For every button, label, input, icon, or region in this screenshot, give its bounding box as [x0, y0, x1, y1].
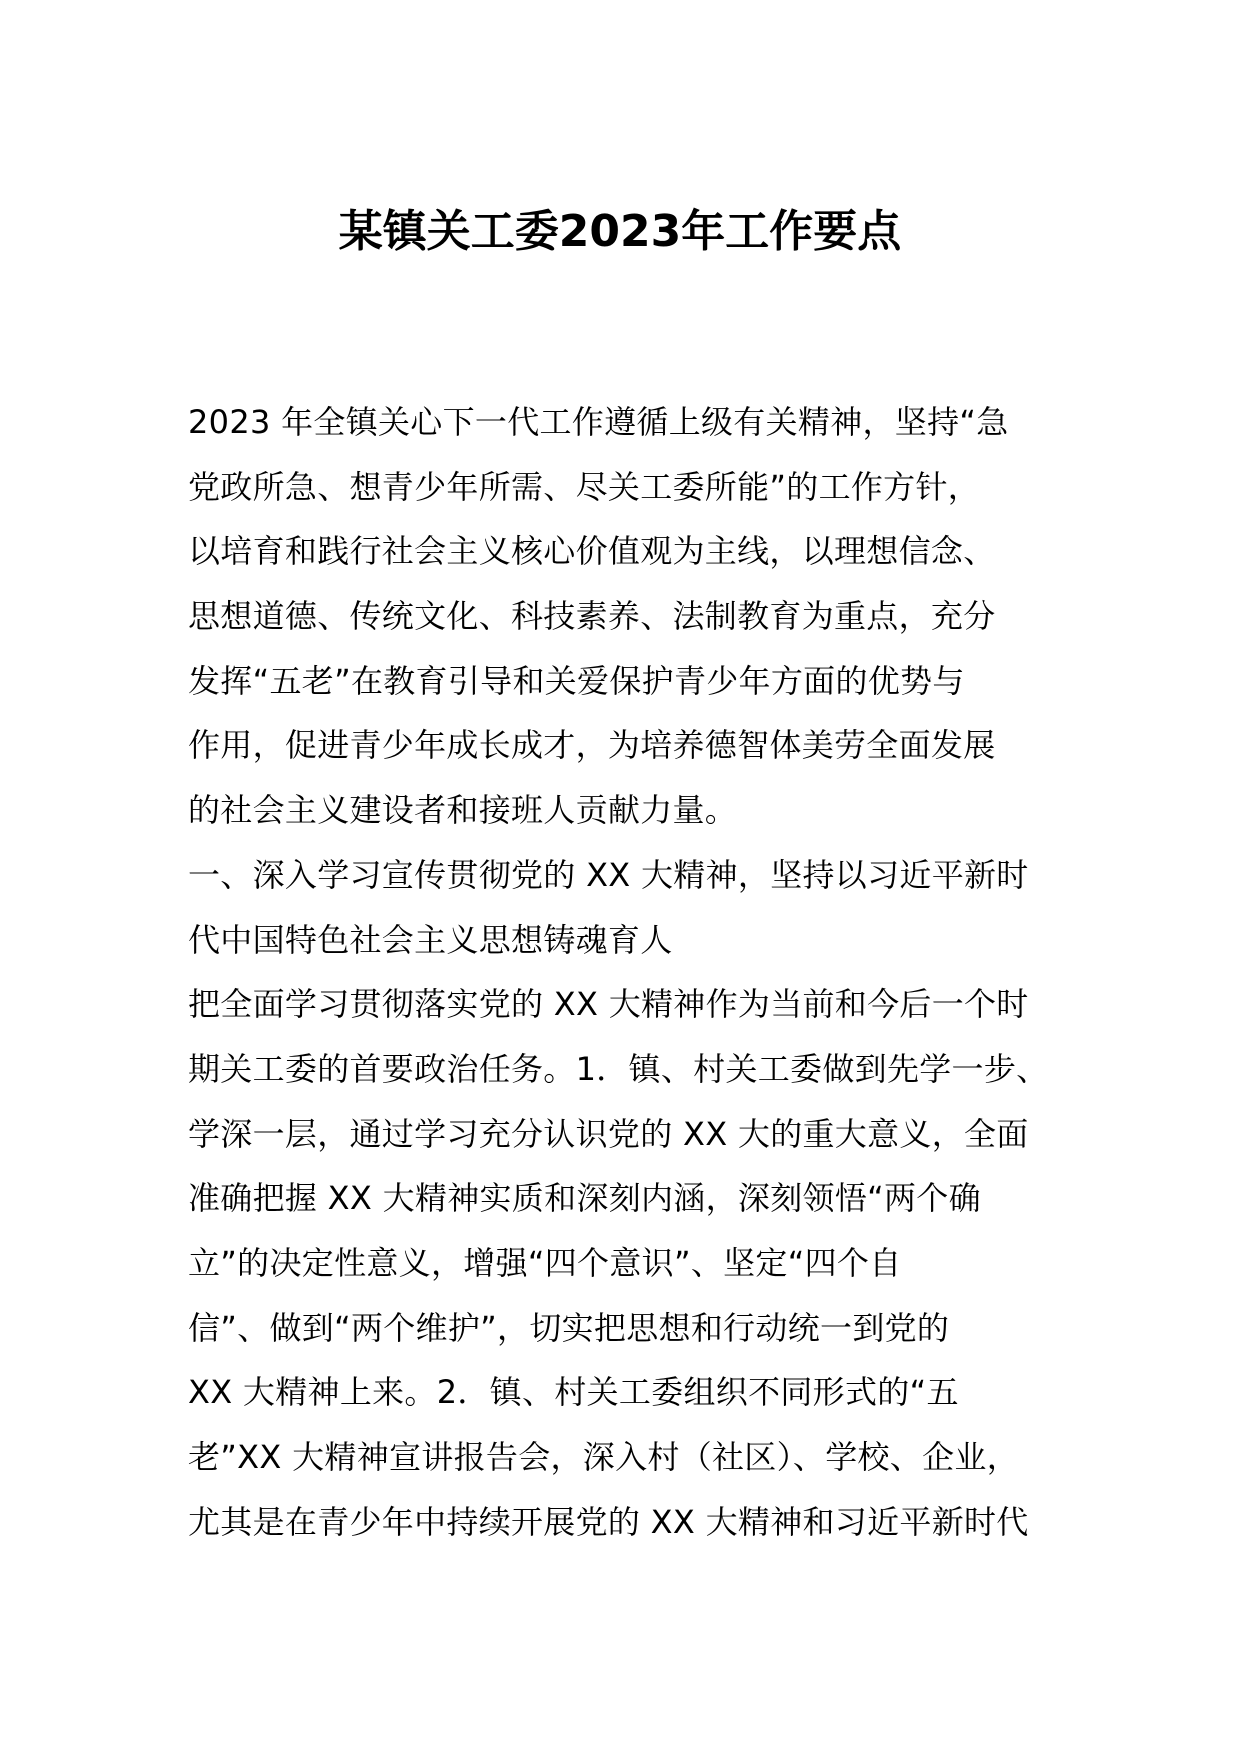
body-line: 以培育和践行社会主义核心价值观为主线，以理想信念、: [188, 532, 996, 571]
document-title: 某镇关工委2023年工作要点: [338, 206, 902, 257]
body-line: 尤其是在青少年中持续开展党的 XX 大精神和习近平新时代: [188, 1502, 1029, 1541]
body-line: 学深一层，通过学习充分认识党的 XX 大的重大意义，全面: [188, 1114, 1029, 1153]
body-line: 发挥“五老”在教育引导和关爱保护青少年方面的优势与: [188, 661, 965, 700]
document-body: [188, 390, 1088, 1554]
body-line: 作用，促进青少年成长成才，为培养德智体美劳全面发展: [188, 726, 996, 765]
body-line: 把全面学习贯彻落实党的 XX 大精神作为当前和今后一个时: [188, 985, 1029, 1024]
body-line: 准确把握 XX 大精神实质和深刻内涵，深刻领悟“两个确: [188, 1179, 981, 1218]
section-heading-line: 代中国特色社会主义思想铸魂育人: [188, 920, 673, 959]
body-line: 思想道德、传统文化、科技素养、法制教育为重点，充分: [188, 597, 996, 636]
section-heading-line: 一、深入学习宣传贯彻党的 XX 大精神，坚持以习近平新时: [188, 855, 1029, 894]
body-line: 期关工委的首要政治任务。1．镇、村关工委做到先学一步、: [188, 1049, 1049, 1088]
body-line: 立”的决定性意义，增强“四个意识”、坚定“四个自: [188, 1243, 902, 1282]
body-line: 信”、做到“两个维护”，切实把思想和行动统一到党的: [188, 1308, 950, 1347]
body-line: 2023 年全镇关心下一代工作遵循上级有关精神，坚持“急: [188, 403, 1009, 441]
body-line: XX 大精神上来。2．镇、村关工委组织不同形式的“五: [188, 1373, 959, 1412]
body-line: 老”XX 大精神宣讲报告会，深入村（社区）、学校、企业，: [188, 1438, 1019, 1476]
body-line: 的社会主义建设者和接班人贡献力量。: [188, 791, 738, 830]
body-line: 党政所急、想青少年所需、尽关工委所能”的工作方针，: [188, 467, 981, 506]
